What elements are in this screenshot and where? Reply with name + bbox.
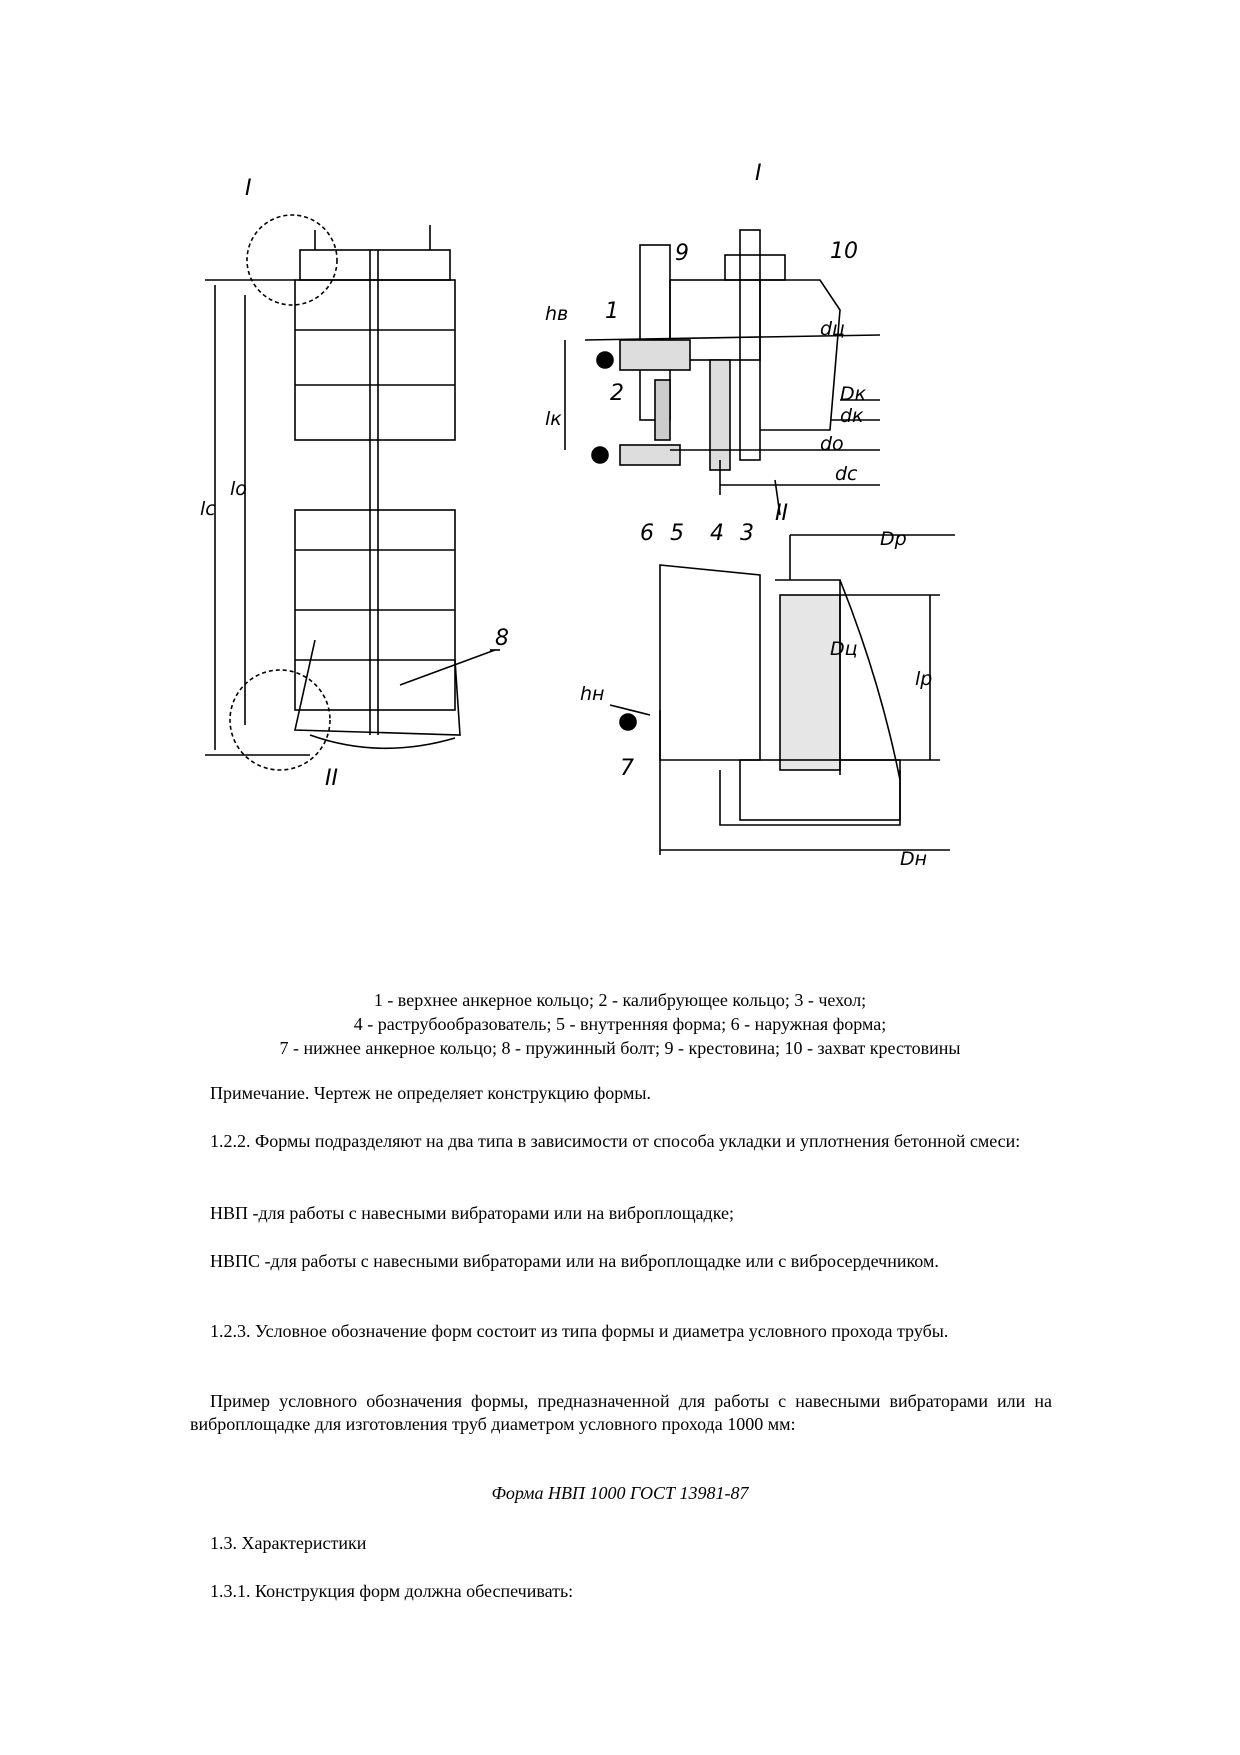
view-label-I-left: I: [245, 176, 252, 201]
paragraph-1-2-2: 1.2.2. Формы подразделяют на два типа в зависимости от способа укладки и уплотнения бетонной смеси:: [210, 1131, 1021, 1151]
part-number-4: 4: [710, 521, 724, 546]
dim-label-Dn: Dн: [900, 848, 928, 870]
figure-caption-line-3: 7 - нижнее анкерное кольцо; 8 - пружинный болт; 9 - крестовина; 10 - захват крестовины: [279, 1038, 961, 1058]
dim-label-Dp: Dр: [880, 528, 907, 550]
part-number-10: 10: [830, 239, 858, 264]
technical-drawing: [200, 160, 1080, 980]
view-label-II-left: II: [325, 766, 338, 791]
part-number-2: 2: [610, 381, 624, 406]
paragraph-example: Пример условного обозначения формы, предназначенной для работы с навесными вибраторами или на виброплощадке для изготовления труб диаметром условного прохода 1000 мм:: [190, 1391, 1052, 1434]
dim-label-hn: hн: [580, 683, 605, 705]
dim-label-lk: lк: [545, 408, 562, 430]
dim-label-lp: lр: [915, 668, 933, 690]
dim-label-lo: lo: [230, 478, 247, 500]
paragraph-nvps: НВПС -для работы с навесными вибраторами или на виброплощадке или с вибросердечником.: [210, 1251, 939, 1271]
part-number-1: 1: [605, 299, 619, 324]
dim-label-dc: dс: [835, 463, 858, 485]
dim-label-lc: lc: [200, 498, 216, 520]
part-number-9: 9: [675, 241, 689, 266]
view-label-II-right: II: [775, 501, 788, 526]
part-number-6: 6: [640, 521, 654, 546]
part-number-3: 3: [740, 521, 754, 546]
detail-I-view: [565, 230, 880, 515]
part-number-8: 8: [495, 626, 509, 651]
view-label-I-right: I: [755, 161, 762, 186]
dim-label-Dk: Dк: [840, 383, 867, 405]
part-number-7: 7: [620, 756, 634, 781]
form-side-view: [205, 215, 500, 770]
dim-label-dk: dк: [840, 405, 864, 427]
dim-label-do: dо: [820, 433, 844, 455]
designation-example: Форма НВП 1000 ГОСТ 13981-87: [491, 1483, 749, 1503]
paragraph-1-2-3: 1.2.3. Условное обозначение форм состоит из типа формы и диаметра условного прохода трубы.: [210, 1321, 949, 1341]
dim-label-Dc: Dц: [830, 638, 858, 660]
note-paragraph: Примечание. Чертеж не определяет конструкцию формы.: [210, 1083, 652, 1103]
section-heading-1-3: 1.3. Характеристики: [210, 1533, 367, 1553]
dim-label-hv: hв: [545, 303, 569, 325]
technical-drawing-svg: [200, 160, 1080, 980]
figure-caption-line-1: 1 - верхнее анкерное кольцо; 2 - калибрующее кольцо; 3 - чехол;: [373, 990, 867, 1010]
dim-label-dc-top: dц: [820, 318, 845, 340]
figure-caption-line-2: 4 - раструбообразователь; 5 - внутренняя форма; 6 - наружная форма;: [353, 1014, 887, 1034]
paragraph-1-3-1: 1.3.1. Конструкция форм должна обеспечивать:: [210, 1581, 574, 1601]
detail-II-view: [610, 535, 955, 855]
part-number-5: 5: [670, 521, 684, 546]
paragraph-nvp: НВП -для работы с навесными вибраторами или на виброплощадке;: [210, 1203, 734, 1223]
